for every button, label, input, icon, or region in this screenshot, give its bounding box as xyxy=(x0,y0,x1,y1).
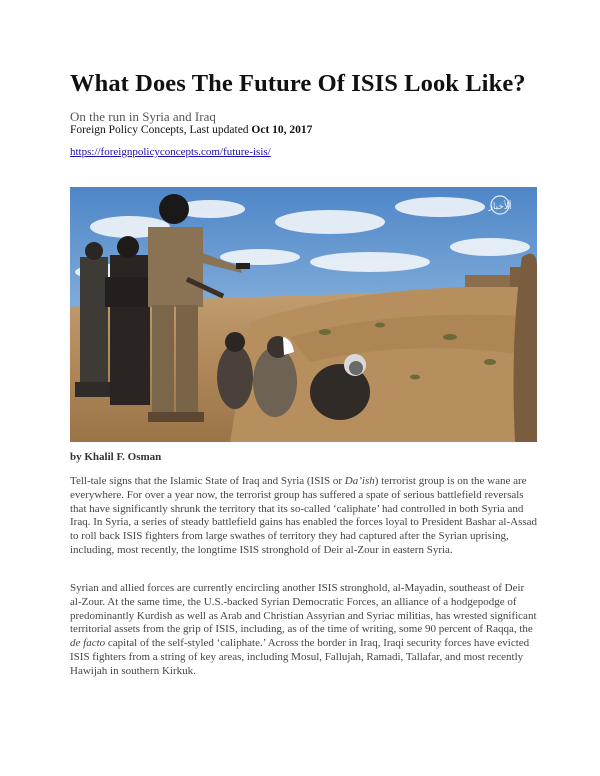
distant-building xyxy=(465,275,510,287)
watermark-text: ألأخبار xyxy=(488,202,512,212)
hero-photo xyxy=(70,187,537,442)
publisher-label: Foreign Policy Concepts, Last updated xyxy=(70,124,249,136)
article-url-link[interactable]: https://foreignpolicyconcepts.com/future-isis/ xyxy=(70,146,271,158)
updated-date: Oct 10, 2017 xyxy=(251,124,313,136)
article-title: What Does The Future Of ISIS Look Like? xyxy=(70,70,526,97)
paragraph-2: Syrian and allied forces are currently encircling another ISIS stronghold, al-Mayadin, southeast of Deir al-Zour. At the same time, the U.S.-backed Syrian Democratic Forces, an alliance of a hodgepodge of predominantly Kurdish as well as Arab and Christian Assyrian and Syriac militias, has wrested significant territorial assets from the grip of ISIS, including, as of the time of writing, some 90 percent of Raqqa, the de facto capital of the self-styled ‘caliphate.’ Across the border in Iraq, Iraqi security forces have evicted ISIS fighters from a string of key areas, including Mosul, Fallujah, Ramadi, Tallafar, and most recently Hawijah in southern Kirkuk. xyxy=(70,582,537,677)
standing-figure-dark xyxy=(105,236,155,405)
article-meta xyxy=(70,124,312,136)
paragraph-1: Tell-tale signs that the Islamic State of Iraq and Syria (ISIS or Da’ish) terrorist group is on the wane are everywhere. For over a year now, the terrorist group has suffered a spate of serious battlefield reversals that have significantly shrunk the territory that its so-called ‘caliphate’ had controlled in both Syria and Iraq. In Syria, a series of steady battlefield gains has enabled the forces loyal to President Bashar al-Assad to roll back ISIS fighters from large swathes of territory they had captured after the Syrian uprising, including, most recently, the longtime ISIS stronghold of Deir al-Zour in eastern Syria. xyxy=(70,475,538,556)
byline: by Khalil F. Osman xyxy=(70,451,162,463)
kneeling-figure-left xyxy=(75,242,111,397)
article-subtitle: On the run in Syria and Iraq xyxy=(70,109,216,124)
